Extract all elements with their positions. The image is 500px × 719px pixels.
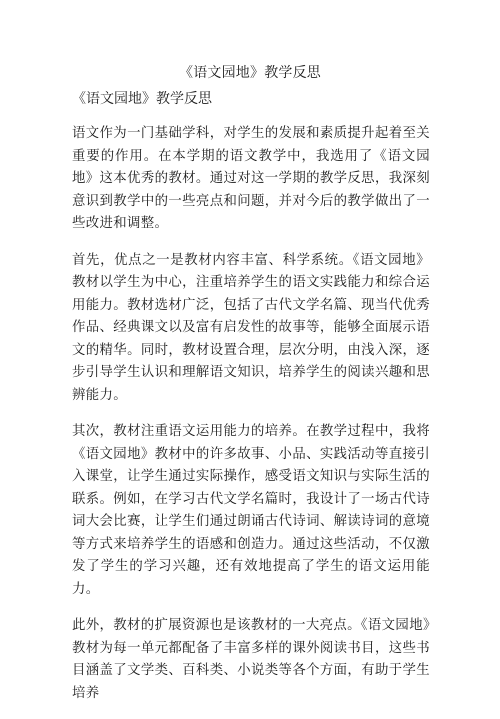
document-title: 《语文园地》教学反思	[179, 65, 321, 81]
paragraph-second-point: 其次，教材注重语文运用能力的培养。在教学过程中，我将《语文园地》教材中的许多故事、小品、实践活动等直接引入课堂，让学生通过实际操作，感受语文知识与实际生活的联系。例如，在学习古代文学名篇时，我设计了一场古代诗词大会比赛，让学生们通过朗诵古代诗词、解读诗词的意境等方式来培养学生的语感和创造力。通过这些活动，不仅激发了学生的学习兴趣，还有效地提高了学生的语文运用能力。	[72, 424, 430, 597]
paragraph-third-point: 此外，教材的扩展资源也是该教材的一大亮点。《语文园地》教材为每一单元都配备了丰富多样的课外阅读书目，这些书目涵盖了文学类、百科类、小说类等各个方面，有助于学生培养	[72, 618, 430, 701]
document-body	[72, 123, 430, 719]
document-subtitle: 《语文园地》教学反思	[72, 91, 212, 107]
paragraph-first-point: 首先，优点之一是教材内容丰富、科学系统。《语文园地》教材以学生为中心，注重培养学生的语文实践能力和综合运用能力。教材选材广泛，包括了古代文学名篇、现当代优秀作品、经典课文以及富有启发性的故事等，能够全面展示语文的精华。同时，教材设置合理，层次分明，由浅入深，逐步引导学生认识和理解语文知识，培养学生的阅读兴趣和思辨能力。	[72, 252, 430, 403]
paragraph-intro: 语文作为一门基础学科，对学生的发展和素质提升起着至关重要的作用。在本学期的语文教学中，我选用了《语文园地》这本优秀的教材。通过对这一学期的教学反思，我深刻意识到教学中的一些亮点和问题，并对今后的教学做出了一些改进和调整。	[72, 126, 430, 231]
